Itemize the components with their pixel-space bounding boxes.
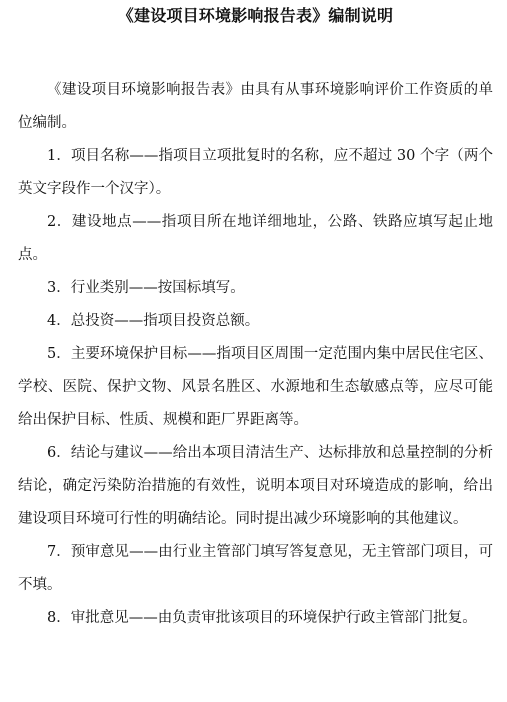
paragraph-item-2: 2．建设地点——指项目所在地详细地址，公路、铁路应填写起止地点。: [18, 214, 493, 263]
document-body: [18, 74, 493, 635]
paragraph-item-6: 6．结论与建议——给出本项目清洁生产、达标排放和总量控制的分析结论，确定污染防治措施的有效性，说明本项目对环境造成的影响，给出建设项目环境可行性的明确结论。同时提出减少环境影响的其他建议。: [18, 445, 493, 527]
paragraph-item-4: 4．总投资——指项目投资总额。: [47, 313, 260, 329]
paragraph-item-7: 7．预审意见——由行业主管部门填写答复意见，无主管部门项目，可不填。: [18, 544, 493, 593]
paragraph-item-1: 1．项目名称——指项目立项批复时的名称，应不超过 30 个字（两个英文字段作一个汉字）。: [18, 148, 493, 197]
paragraph-intro: 《建设项目环境影响报告表》由具有从事环境影响评价工作资质的单位编制。: [18, 82, 493, 131]
paragraph-item-3: 3．行业类别——按国标填写。: [47, 280, 245, 296]
paragraph-item-8: 8．审批意见——由负责审批该项目的环境保护行政主管部门批复。: [47, 610, 477, 626]
document-title: 《建设项目环境影响报告表》编制说明: [117, 6, 394, 25]
paragraph-item-5: 5．主要环境保护目标——指项目区周围一定范围内集中居民住宅区、学校、医院、保护文物、风景名胜区、水源地和生态敏感点等，应尽可能给出保护目标、性质、规模和距厂界距离等。: [18, 346, 493, 428]
